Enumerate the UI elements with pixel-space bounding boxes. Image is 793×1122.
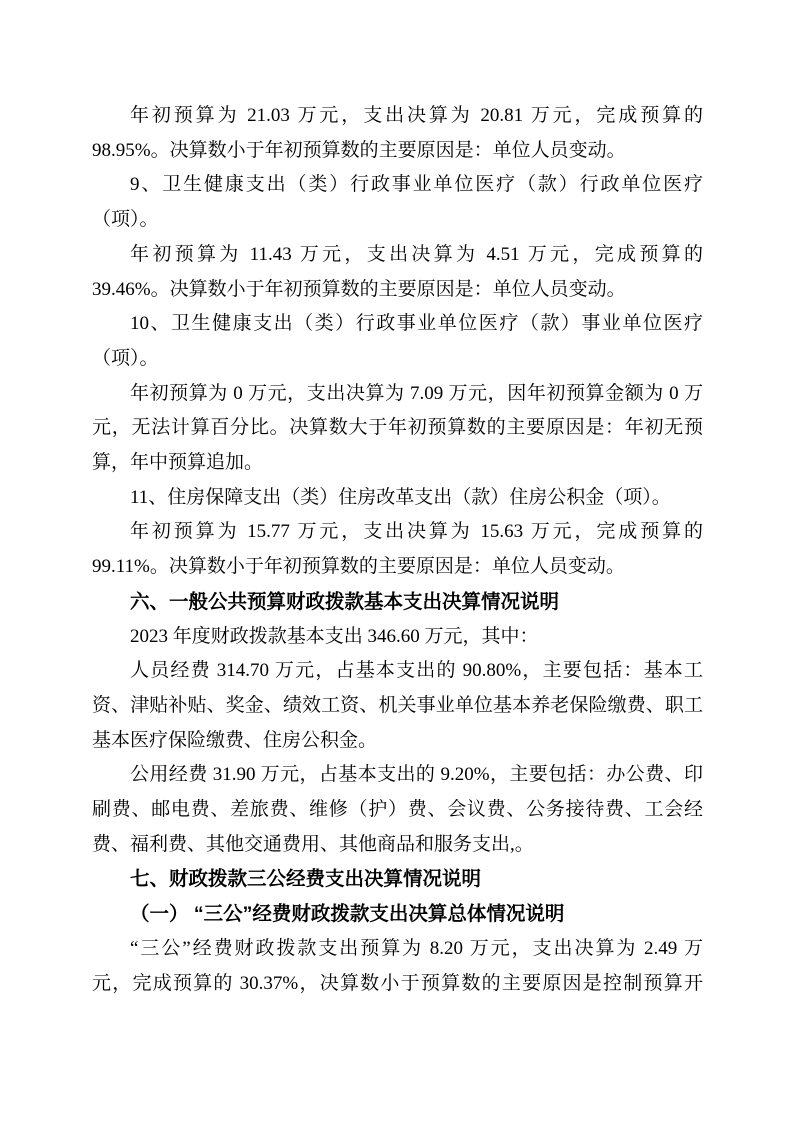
text-line: 11、住房保障支出（类）住房改革支出（款）住房公积金（项）。	[130, 486, 671, 508]
text-line: 刷费、邮电费、差旅费、维修（护）费、会议费、公务接待费、工会经	[92, 799, 703, 821]
text-line: 年初预算为 15.77 万元，支出决算为 15.63 万元，完成预算的	[130, 521, 703, 543]
section-heading: 七、财政拨款三公经费支出决算情况说明	[130, 868, 482, 891]
text-line: 费、福利费、其他交通费用、其他商品和服务支出,。	[92, 833, 534, 855]
text-line: 元，完成预算的 30.37%，决算数小于预算数的主要原因是控制预算开	[92, 972, 703, 994]
text-line: 年初预算为 11.43 万元，支出决算为 4.51 万元，完成预算的	[130, 243, 703, 265]
text-line: 人员经费 314.70 万元，占基本支出的 90.80%，主要包括：基本工	[130, 660, 703, 682]
section-heading: （一） “三公”经费财政拨款支出决算总体情况说明	[130, 903, 565, 926]
text-line: 元，无法计算百分比。决算数大于年初预算数的主要原因是：年初无预	[92, 417, 703, 439]
text-line: 算，年中预算追加。	[92, 452, 264, 474]
text-line: 年初预算为 0 万元，支出决算为 7.09 万元，因年初预算金额为 0 万	[130, 382, 703, 404]
text-line: 公用经费 31.90 万元，占基本支出的 9.20%，主要包括：办公费、印	[130, 764, 703, 786]
text-line: 10、卫生健康支出（类）行政事业单位医疗（款）事业单位医疗	[130, 313, 703, 335]
text-line: 2023 年度财政拨款基本支出 346.60 万元，其中：	[130, 625, 539, 647]
text-line: 资、津贴补贴、奖金、绩效工资、机关事业单位基本养老保险缴费、职工	[92, 694, 703, 716]
text-line: 年初预算为 21.03 万元，支出决算为 20.81 万元，完成预算的	[130, 105, 703, 126]
section-heading: 六、一般公共预算财政拨款基本支出决算情况说明	[130, 590, 560, 613]
text-line: （项）。	[92, 347, 159, 369]
text-line: 39.46%。决算数小于年初预算数的主要原因是：单位人员变动。	[92, 278, 626, 300]
document-body	[92, 99, 703, 1001]
text-line: 9、卫生健康支出（类）行政事业单位医疗（款）行政单位医疗	[130, 174, 703, 196]
text-line: 基本医疗保险缴费、住房公积金。	[92, 729, 378, 751]
text-line: 98.95%。决算数小于年初预算数的主要原因是：单位人员变动。	[92, 139, 626, 161]
text-line: （项）。	[92, 209, 159, 231]
text-line: “三公”经费财政拨款支出预算为 8.20 万元，支出决算为 2.49 万	[130, 937, 703, 959]
text-line: 99.11%。决算数小于年初预算数的主要原因是：单位人员变动。	[92, 556, 625, 578]
